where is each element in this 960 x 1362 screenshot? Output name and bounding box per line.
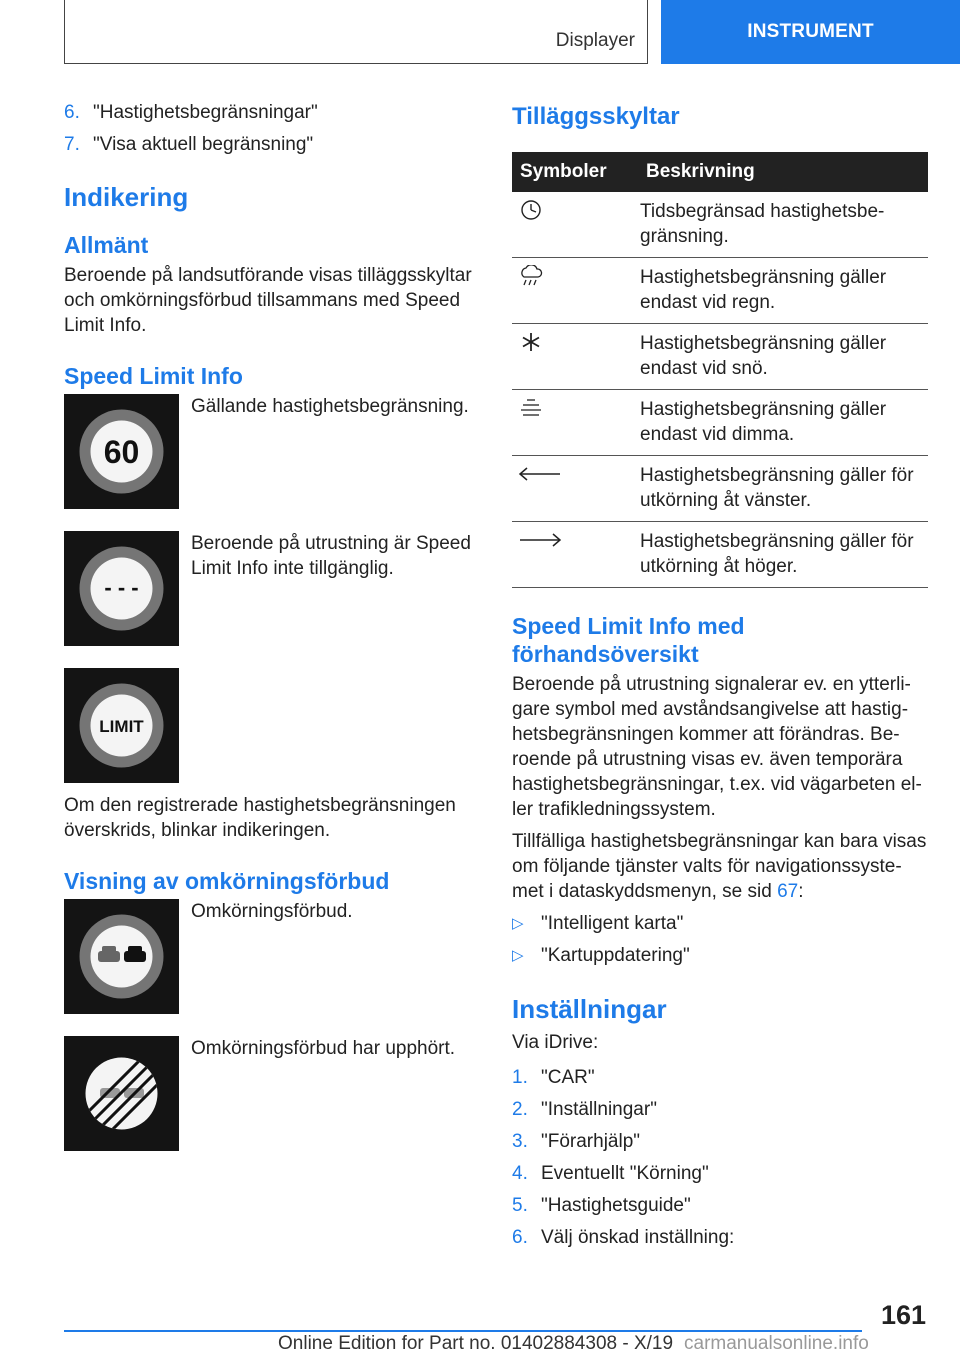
speed-sign-60-icon	[64, 394, 179, 509]
watermark: carmanualsonline.info	[684, 1333, 869, 1354]
table-cell-description: Hastighetsbegränsning gäller endast vid dimma.	[632, 390, 928, 456]
header-section-box	[64, 0, 648, 64]
sign-row-no-overtaking	[64, 899, 484, 1036]
clock-icon	[518, 205, 544, 226]
heading-forhandsoversikt: Speed Limit Info med förhandsöversikt	[512, 613, 745, 667]
sign-row-unavailable	[64, 531, 484, 668]
arrow-right-icon	[518, 535, 562, 556]
step-number: 2.	[512, 1099, 528, 1120]
step-number: 5.	[512, 1195, 528, 1216]
list-item	[512, 1097, 928, 1122]
allmant-text: Beroende på landsutförande visas tilläggsskyltar och omkörningsförbud tillsammans med Speed Limit Info.	[64, 265, 472, 336]
list-item	[64, 132, 484, 157]
forhand-paragraph-1: Beroende på utrustning signalerar ev. en ytterli-gare symbol med avståndsangivelse att hastig-hetsbegränsningen kommer att förändras. Be-roende på utrustning visas ev. även temporära hastighetsbegränsningar, t.ex. vid vägarbeten el-ler trafikledningssystem.	[512, 674, 922, 820]
speed-sign-unavailable-icon	[64, 531, 179, 646]
left-column	[64, 100, 484, 1173]
snowflake-icon	[518, 337, 544, 358]
svg-text:- - -: - - -	[104, 575, 139, 600]
step-text: "Inställningar"	[541, 1099, 657, 1120]
end-no-overtaking-description: Omkörningsförbud har upphört.	[191, 1038, 456, 1059]
step-number: 7.	[64, 134, 80, 155]
table-cell-description: Hastighetsbegränsning gäller endast vid snö.	[632, 324, 928, 390]
rain-icon	[518, 271, 544, 292]
list-item	[512, 1225, 928, 1250]
page-number: 161	[880, 1300, 926, 1330]
heading-speed-limit-info: Speed Limit Info	[64, 363, 243, 389]
end-no-overtaking-sign-icon	[64, 1036, 179, 1151]
heading-tillaggsskyltar: Tilläggsskyltar	[512, 103, 680, 130]
speed-sign-limit-icon	[64, 668, 179, 783]
list-item	[512, 911, 928, 936]
list-item	[512, 1161, 928, 1186]
list-item	[512, 1193, 928, 1218]
footer-divider	[64, 1330, 862, 1332]
step-text: "Hastighetsguide"	[541, 1195, 691, 1216]
heading-omkorningsforbud: Visning av omkörningsförbud	[64, 868, 390, 894]
sign-row-60	[64, 394, 484, 531]
arrow-left-icon	[518, 469, 562, 490]
list-item	[512, 1065, 928, 1090]
table-header-symbols: Symboler	[512, 152, 632, 192]
exceed-text: Om den registrerade hastighetsbegränsningen överskrids, blinkar indikeringen.	[64, 795, 456, 841]
via-idrive-text: Via iDrive:	[512, 1032, 599, 1053]
no-overtaking-sign-icon	[64, 899, 179, 1014]
step-text: "Hastighetsbegränsningar"	[93, 102, 318, 123]
sign-row-limit	[64, 668, 484, 793]
triangle-bullet-icon: ▷	[512, 915, 524, 932]
fog-icon	[518, 403, 544, 424]
footer-edition: Online Edition for Part no. 01402884308 - X/19	[278, 1333, 674, 1354]
table-cell-description: Hastighetsbegränsning gäller för utkörning åt vänster.	[632, 456, 928, 522]
heading-installningar: Inställningar	[512, 994, 667, 1024]
table-row	[512, 456, 928, 522]
table-cell-description: Tidsbegränsad hastighetsbe-gränsning.	[632, 192, 928, 258]
table-row	[512, 522, 928, 588]
heading-indikering: Indikering	[64, 182, 189, 212]
page-reference-link[interactable]: 67	[777, 881, 799, 902]
table-row	[512, 258, 928, 324]
step-text: "Visa aktuell begränsning"	[93, 134, 314, 155]
header-section-title: Displayer	[555, 30, 635, 51]
table-row	[512, 324, 928, 390]
step-number: 6.	[64, 102, 80, 123]
step-text: "Förarhjälp"	[541, 1131, 641, 1152]
step-number: 6.	[512, 1227, 528, 1248]
service-bullet-list	[512, 911, 928, 968]
sign-60-description: Gällande hastighetsbegränsning.	[191, 396, 469, 417]
bullet-text: "Intelligent karta"	[541, 913, 684, 934]
step-text: Eventuellt "Körning"	[541, 1163, 709, 1184]
table-cell-description: Hastighetsbegränsning gäller för utkörning åt höger.	[632, 522, 928, 588]
table-cell-description: Hastighetsbegränsning gäller endast vid regn.	[632, 258, 928, 324]
heading-allmant: Allmänt	[64, 232, 149, 258]
sign-unavailable-description: Beroende på utrustning är Speed Limit Info inte tillgänglig.	[191, 533, 471, 579]
list-item	[512, 1129, 928, 1154]
step-text: "CAR"	[541, 1067, 595, 1088]
table-row	[512, 390, 928, 456]
settings-step-list	[512, 1065, 928, 1250]
svg-text:60: 60	[103, 434, 140, 470]
forhand-paragraph-2-end: :	[798, 881, 804, 902]
step-number: 1.	[512, 1067, 528, 1088]
step-text: Välj önskad inställning:	[541, 1227, 735, 1248]
step-number: 3.	[512, 1131, 528, 1152]
forhand-paragraph-2	[512, 829, 928, 904]
step-list-top	[64, 100, 484, 157]
no-overtaking-description: Omkörningsförbud.	[191, 901, 353, 922]
svg-text:LIMIT: LIMIT	[99, 717, 144, 736]
symbol-table	[512, 152, 928, 588]
header-chapter-tab: INSTRUMENT	[661, 0, 960, 64]
sign-row-end-no-overtaking	[64, 1036, 484, 1173]
right-column	[512, 100, 928, 1257]
table-row	[512, 192, 928, 258]
list-item	[512, 943, 928, 968]
bullet-text: "Kartuppdatering"	[541, 945, 690, 966]
step-number: 4.	[512, 1163, 528, 1184]
forhand-paragraph-2-text: Tillfälliga hastighetsbegränsningar kan bara visas om följande tjänster valts för navigationssyste-met i dataskyddsmenyn, se sid	[512, 831, 927, 902]
triangle-bullet-icon: ▷	[512, 947, 524, 964]
list-item	[64, 100, 484, 125]
table-header-description: Beskrivning	[632, 152, 928, 192]
